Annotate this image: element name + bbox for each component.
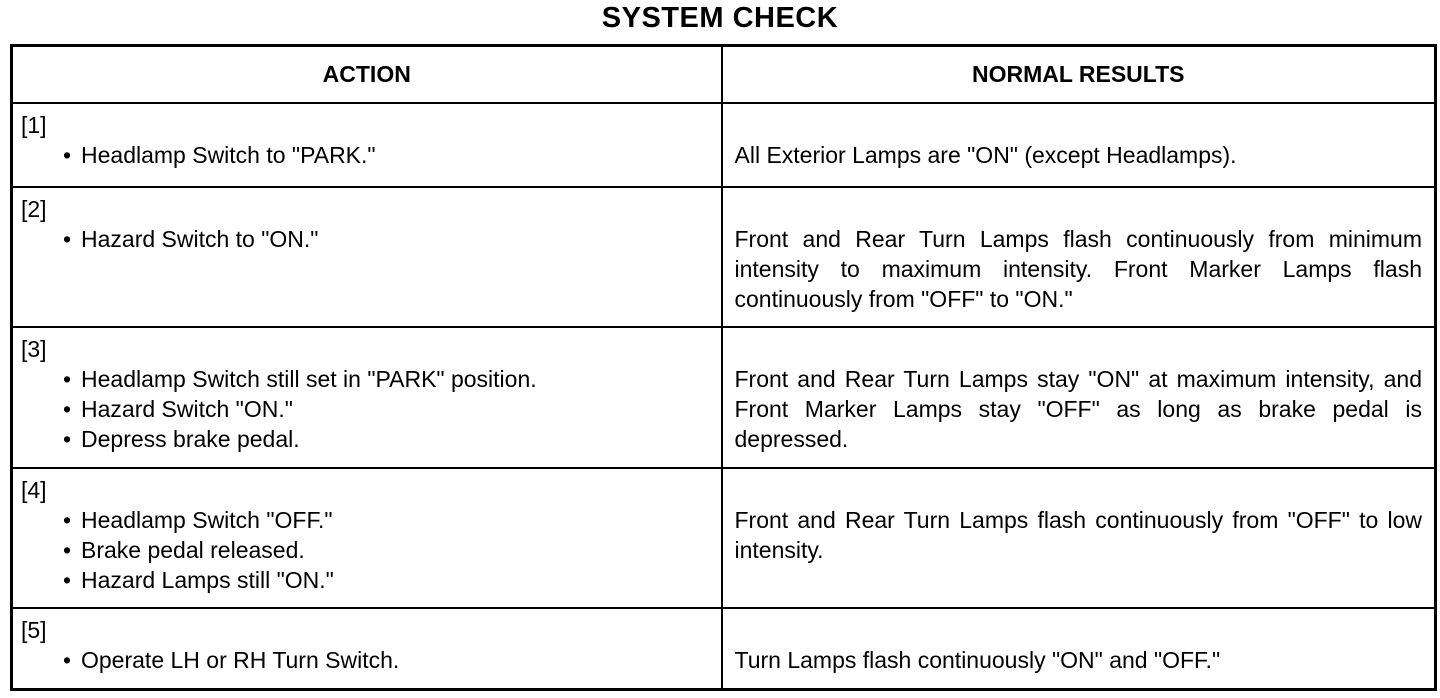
result-cell — [722, 103, 1436, 187]
result-text: Front and Rear Turn Lamps stay "ON" at maximum intensity, and Front Marker Lamps stay "OFF" as long as brake pedal is depressed. — [734, 365, 1422, 452]
action-item: • Brake pedal released. — [63, 535, 713, 565]
action-list — [21, 140, 713, 170]
action-list — [21, 224, 713, 254]
action-item: • Operate LH or RH Turn Switch. — [63, 645, 713, 675]
step-number: [3] — [21, 335, 47, 362]
result-text: Turn Lamps flash continuously "ON" and "OFF." — [734, 646, 1221, 673]
result-text: Front and Rear Turn Lamps flash continuously from "OFF" to low intensity. — [734, 506, 1422, 563]
action-cell — [12, 103, 722, 187]
step-number: [5] — [21, 616, 47, 643]
system-check-table — [10, 44, 1437, 691]
action-item: • Hazard Switch "ON." — [63, 394, 713, 424]
result-cell — [722, 327, 1436, 468]
table-header-row — [12, 46, 1436, 103]
action-item: • Depress brake pedal. — [63, 424, 713, 454]
table-row — [12, 608, 1436, 690]
step-number: [2] — [21, 195, 47, 222]
results-column-header: NORMAL RESULTS — [722, 46, 1436, 103]
result-cell — [722, 608, 1436, 690]
action-cell — [12, 327, 722, 468]
action-list — [21, 364, 713, 454]
action-item: • Headlamp Switch "OFF." — [63, 505, 713, 535]
table-row — [12, 468, 1436, 608]
action-item: • Hazard Lamps still "ON." — [63, 565, 713, 595]
table-row — [12, 327, 1436, 468]
action-column-header: ACTION — [12, 46, 722, 103]
action-cell — [12, 187, 722, 327]
action-item: • Hazard Switch to "ON." — [63, 224, 713, 254]
action-cell — [12, 468, 722, 608]
result-cell — [722, 187, 1436, 327]
table-row — [12, 103, 1436, 187]
step-number: [1] — [21, 111, 47, 138]
table-row — [12, 187, 1436, 327]
step-number: [4] — [21, 476, 47, 503]
result-text: All Exterior Lamps are "ON" (except Headlamps). — [734, 141, 1237, 168]
action-list — [21, 505, 713, 595]
action-cell — [12, 608, 722, 690]
action-item: • Headlamp Switch to "PARK." — [63, 140, 713, 170]
result-text: Front and Rear Turn Lamps flash continuously from minimum intensity to maximum intensity. Front Marker Lamps flash continuously from "OFF" to "ON." — [734, 225, 1422, 312]
action-item: • Headlamp Switch still set in "PARK" position. — [63, 364, 713, 394]
result-cell — [722, 468, 1436, 608]
action-list — [21, 645, 713, 675]
page-title: SYSTEM CHECK — [601, 2, 839, 34]
